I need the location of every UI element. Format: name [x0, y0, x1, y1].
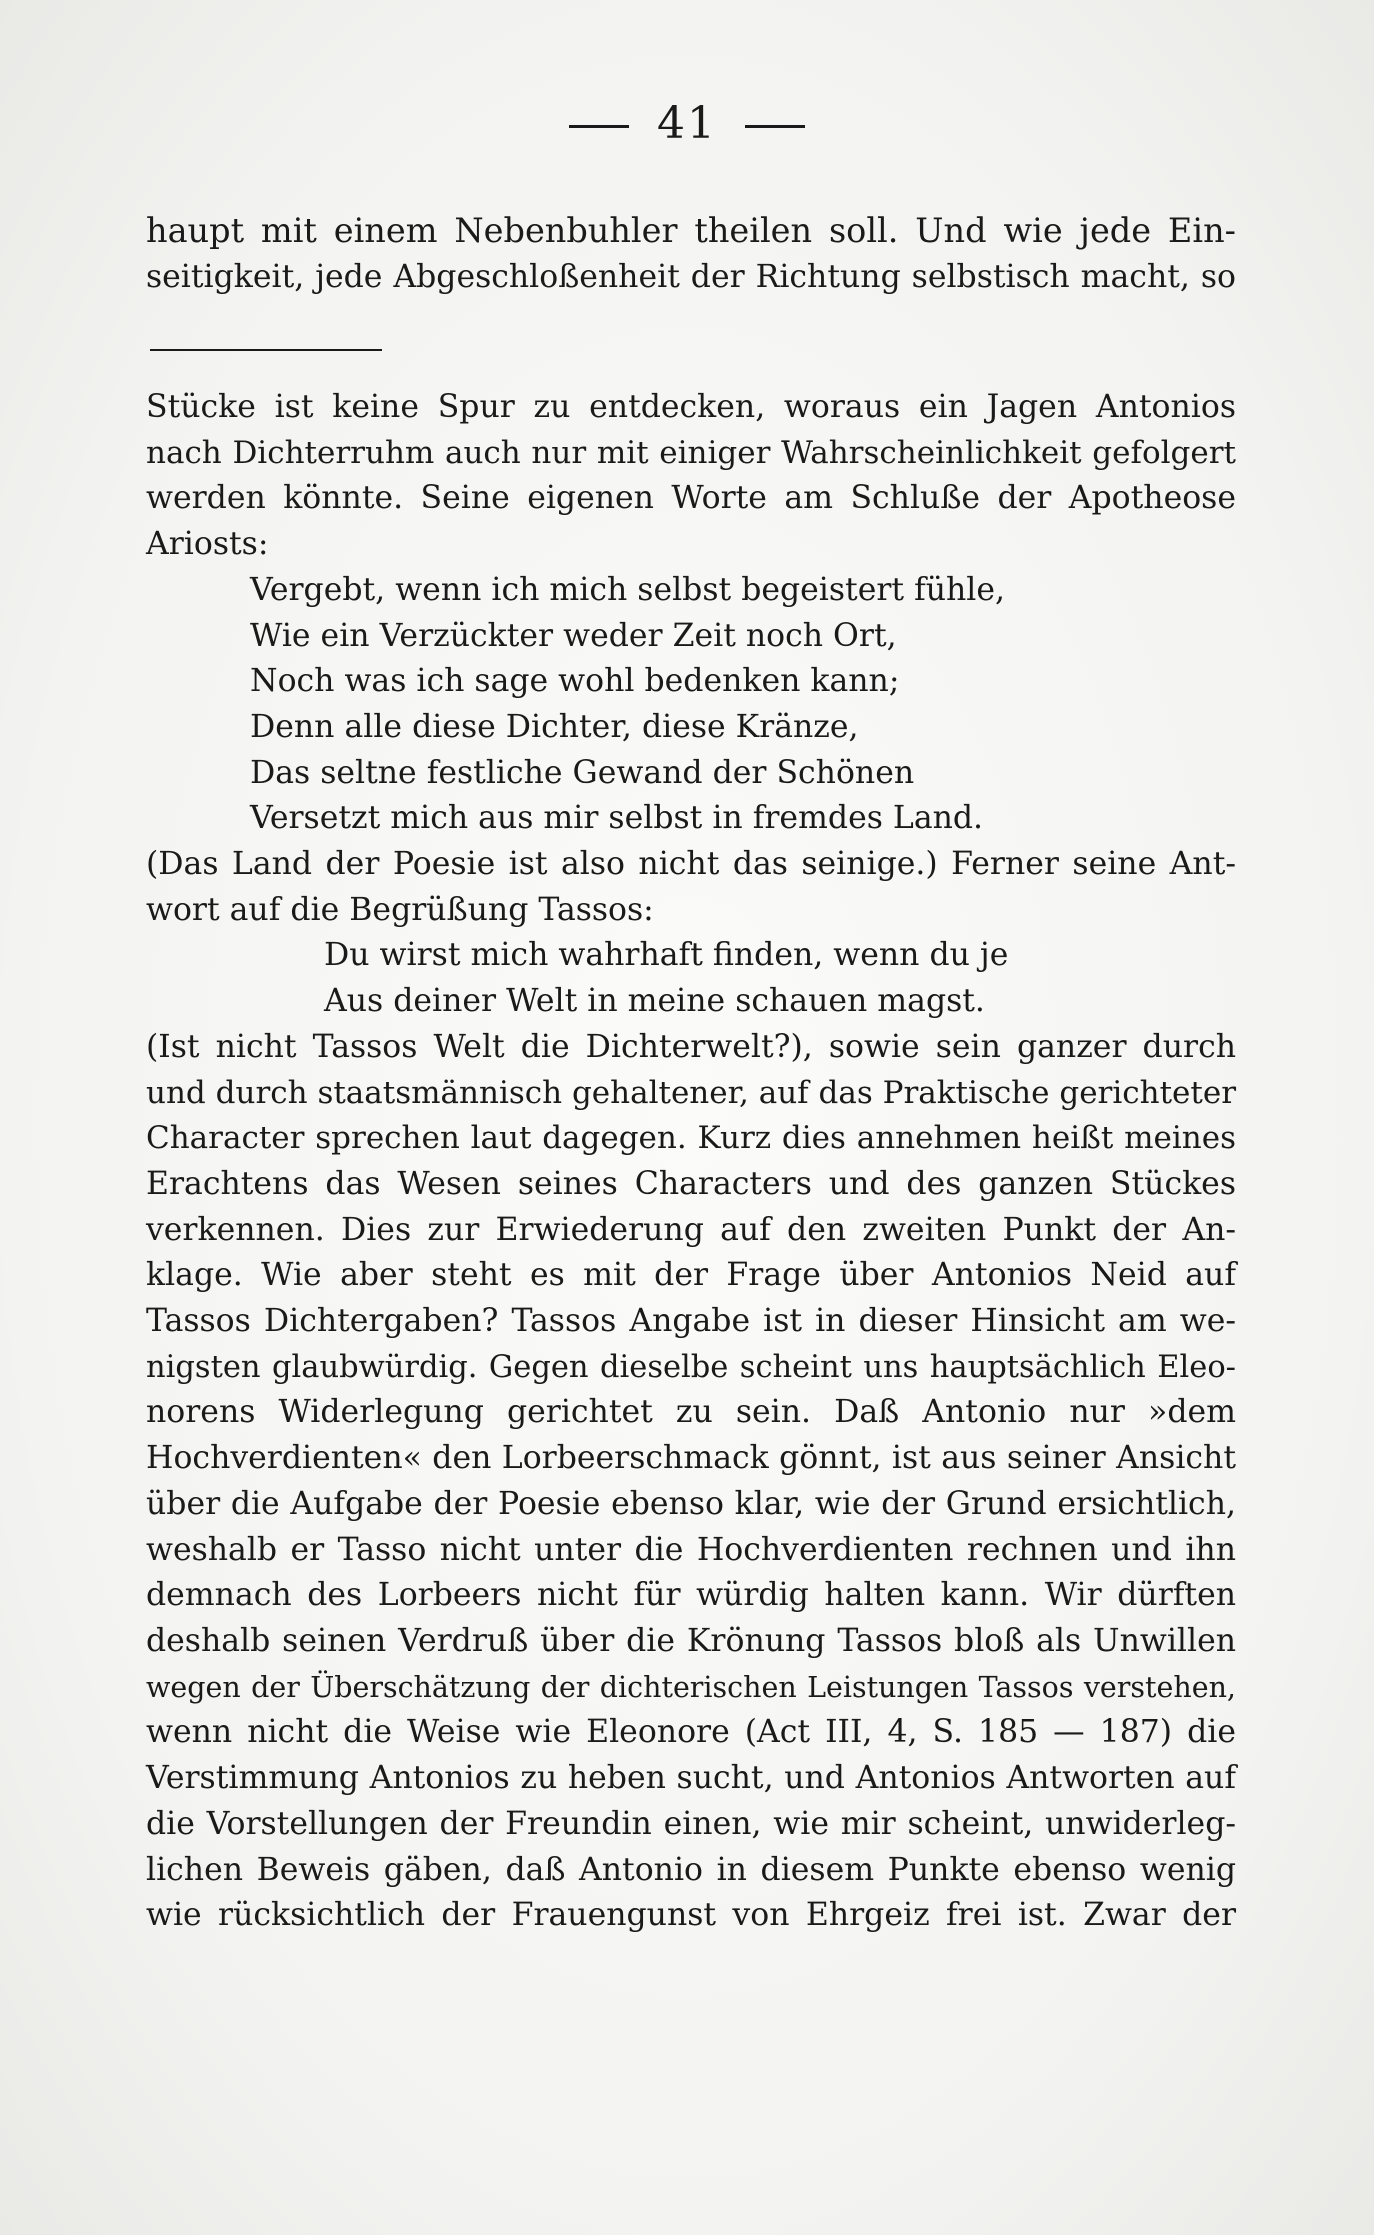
verse-line: Wie ein Verzückter weder Zeit noch Ort, — [250, 617, 897, 654]
footnote-line: Ariosts: — [146, 526, 269, 563]
text-line: norens Widerlegung gerichtet zu sein. Daß Antonio nur »dem — [146, 1394, 1236, 1431]
text-line: demnach des Lorbeers nicht für würdig halten kann. Wir dürften — [146, 1577, 1236, 1614]
text-line: (Das Land der Poesie ist also nicht das seinige.) Ferner seine Ant- — [146, 846, 1236, 883]
text-line: wenn nicht die Weise wie Eleonore (Act III, 4, S. 185 — 187) die — [146, 1714, 1236, 1751]
verse-line: Du wirst mich wahrhaft finden, wenn du je — [324, 937, 1009, 974]
text-line: über die Aufgabe der Poesie ebenso klar, wie der Grund ersichtlich, — [146, 1485, 1236, 1522]
page-header — [0, 98, 1374, 149]
verse-line: Aus deiner Welt in meine schauen magst. — [324, 983, 985, 1020]
verse-line: Noch was ich sage wohl bedenken kann; — [250, 663, 900, 700]
header-dash-right — [745, 125, 805, 128]
text-line: Hochverdienten« den Lorbeerschmack gönnt, ist aus seiner Ansicht — [146, 1440, 1236, 1477]
text-line: deshalb seinen Verdruß über die Krönung Tassos bloß als Unwillen — [146, 1622, 1236, 1659]
main-text-top — [146, 207, 1236, 301]
text-line: wort auf die Begrüßung Tassos: — [146, 891, 654, 928]
text-line: verkennen. Dies zur Erwiederung auf den zweiten Punkt der An- — [146, 1211, 1236, 1248]
header-dash-left — [569, 125, 629, 128]
text-line: die Vorstellungen der Freundin einen, wie mir scheint, unwiderleg- — [146, 1805, 1236, 1842]
footnote-line: nach Dichterruhm auch nur mit einiger Wahrscheinlichkeit gefolgert — [146, 434, 1236, 471]
footnote-line: werden könnte. Seine eigenen Worte am Schluße der Apotheose — [146, 480, 1236, 517]
verse-line: Das seltne festliche Gewand der Schönen — [250, 754, 915, 791]
text-line: nigsten glaubwürdig. Gegen dieselbe scheint uns hauptsächlich Eleo- — [146, 1349, 1236, 1385]
verse-line: Versetzt mich aus mir selbst in fremdes Land. — [250, 800, 984, 837]
text-line: Verstimmung Antonios zu heben sucht, und Antonios Antworten auf — [146, 1760, 1236, 1797]
footnote-separator — [150, 349, 382, 351]
text-line: Erachtens das Wesen seines Characters und des ganzen Stückes — [146, 1165, 1236, 1202]
text-line: klage. Wie aber steht es mit der Frage über Antonios Neid auf — [146, 1257, 1236, 1294]
footnote-line: Stücke ist keine Spur zu entdecken, woraus ein Jagen Antonios — [146, 389, 1236, 425]
text-line: und durch staatsmännisch gehaltener, auf das Praktische gerichteter — [146, 1074, 1237, 1111]
page-number: 41 — [657, 98, 717, 149]
text-line: wegen der Überschätzung der dichterischen Leistungen Tassos verstehen, — [146, 1670, 1236, 1704]
text-line: seitigkeit, jede Abgeschloßenheit der Richtung selbstisch macht, so — [146, 259, 1236, 296]
footnote-text — [146, 385, 1236, 1939]
text-line: wie rücksichtlich der Frauengunst von Ehrgeiz frei ist. Zwar der — [146, 1897, 1236, 1934]
text-line: Tassos Dichtergaben? Tassos Angabe ist in dieser Hinsicht am we- — [146, 1303, 1236, 1340]
verse-line: Denn alle diese Dichter, diese Kränze, — [250, 708, 859, 745]
text-line: weshalb er Tasso nicht unter die Hochverdienten rechnen und ihn — [146, 1531, 1236, 1568]
text-line: Character sprechen laut dagegen. Kurz dies annehmen heißt meines — [146, 1120, 1236, 1157]
text-line: lichen Beweis gäben, daß Antonio in diesem Punkte ebenso wenig — [146, 1851, 1236, 1888]
verse-line: Vergebt, wenn ich mich selbst begeistert fühle, — [250, 571, 1006, 608]
text-line: haupt mit einem Nebenbuhler theilen soll. Und wie jede Ein- — [146, 211, 1236, 250]
text-line: (Ist nicht Tassos Welt die Dichterwelt?), sowie sein ganzer durch — [146, 1028, 1236, 1065]
